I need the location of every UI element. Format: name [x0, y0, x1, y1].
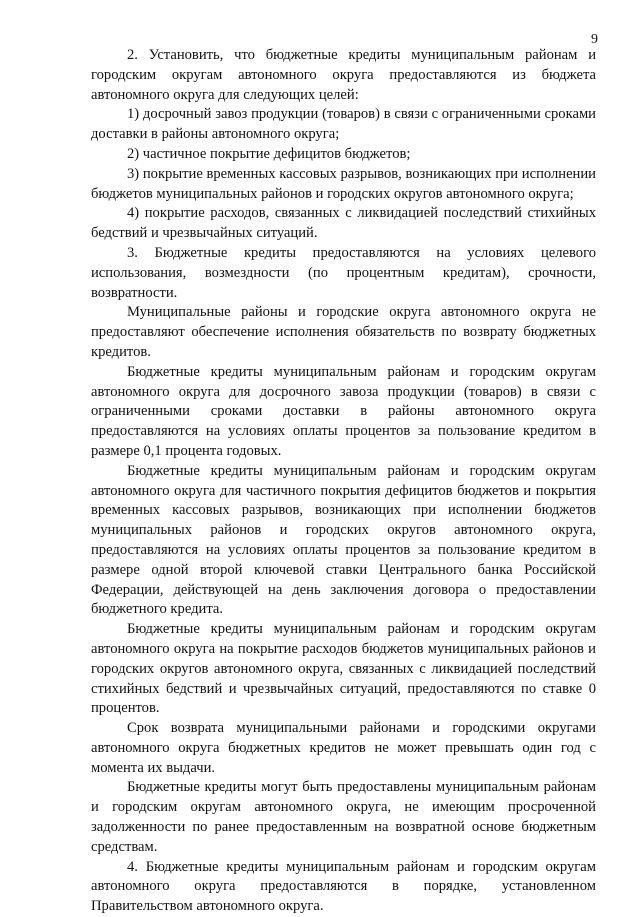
- paragraph-no-collateral: Муниципальные районы и городские округа автономного округа не предоставляют обеспечение исполнения обязательств по возврату бюджетных кредитов.: [91, 304, 596, 360]
- paragraph-deficit-rate: Бюджетные кредиты муниципальным районам и городским округам автономного округа для частичного покрытия дефицитов бюджетов и покрытия временных кассовых разрывов, возникающих при исполнении бюджетов муниципальных районов и городских округов автономного округа, предоставляются на условиях оплаты процентов за пользование кредитом в размере одной второй ключевой ставки Центрального банка Российской Федерации, действующей на день заключения договора о предоставлении бюджетного кредита.: [91, 462, 596, 618]
- paragraph-early-delivery-rate: Бюджетные кредиты муниципальным районам и городским округам автономного округа для досрочного завоза продукции (товаров) в связи с ограниченными сроками доставки в районы автономного округа предоставляются на условиях оплаты процентов за пользование кредитом в размере 0,1 процента годовых.: [91, 363, 596, 459]
- paragraph-disaster-rate: Бюджетные кредиты муниципальным районам и городским округам автономного округа на покрытие расходов бюджетов муниципальных районов и городских округов автономного округа, связанных с ликвидацией последствий стихийных бедствий и чрезвычайных ситуаций, предоставляются по ставке 0 процентов.: [91, 621, 596, 717]
- document-body: [91, 46, 596, 917]
- paragraph-clause-2: 2. Установить, что бюджетные кредиты муниципальным районам и городским округам автономного округа предоставляются из бюджета автономного округа для следующих целей:: [91, 47, 596, 103]
- paragraph-eligibility: Бюджетные кредиты могут быть предоставлены муниципальным районам и городским округам автономного округа, не имеющим просроченной задолженности по ранее предоставленным на возвратной основе бюджетным средствам.: [91, 779, 596, 855]
- paragraph-repayment-term: Срок возврата муниципальными районами и городскими округами автономного округа бюджетных кредитов не может превышать один год с момента их выдачи.: [91, 720, 596, 776]
- paragraph-item-1: 1) досрочный завоз продукции (товаров) в связи с ограниченными сроками доставки в районы автономного округа;: [91, 106, 596, 143]
- paragraph-clause-4: 4. Бюджетные кредиты муниципальным районам и городским округам автономного округа предоставляются в порядке, установленном Правительством автономного округа.: [91, 858, 596, 915]
- paragraph-item-2: 2) частичное покрытие дефицитов бюджетов;: [127, 145, 411, 162]
- paragraph-item-4: 4) покрытие расходов, связанных с ликвидацией последствий стихийных бедствий и чрезвычайных ситуаций.: [91, 205, 596, 242]
- paragraph-clause-3: 3. Бюджетные кредиты предоставляются на условиях целевого использования, возмездности (по процентным кредитам), срочности, возвратности.: [91, 244, 596, 301]
- page-number: 9: [591, 32, 598, 47]
- paragraph-item-3: 3) покрытие временных кассовых разрывов, возникающих при исполнении бюджетов муниципальных районов и городских округов автономного округа;: [91, 165, 596, 202]
